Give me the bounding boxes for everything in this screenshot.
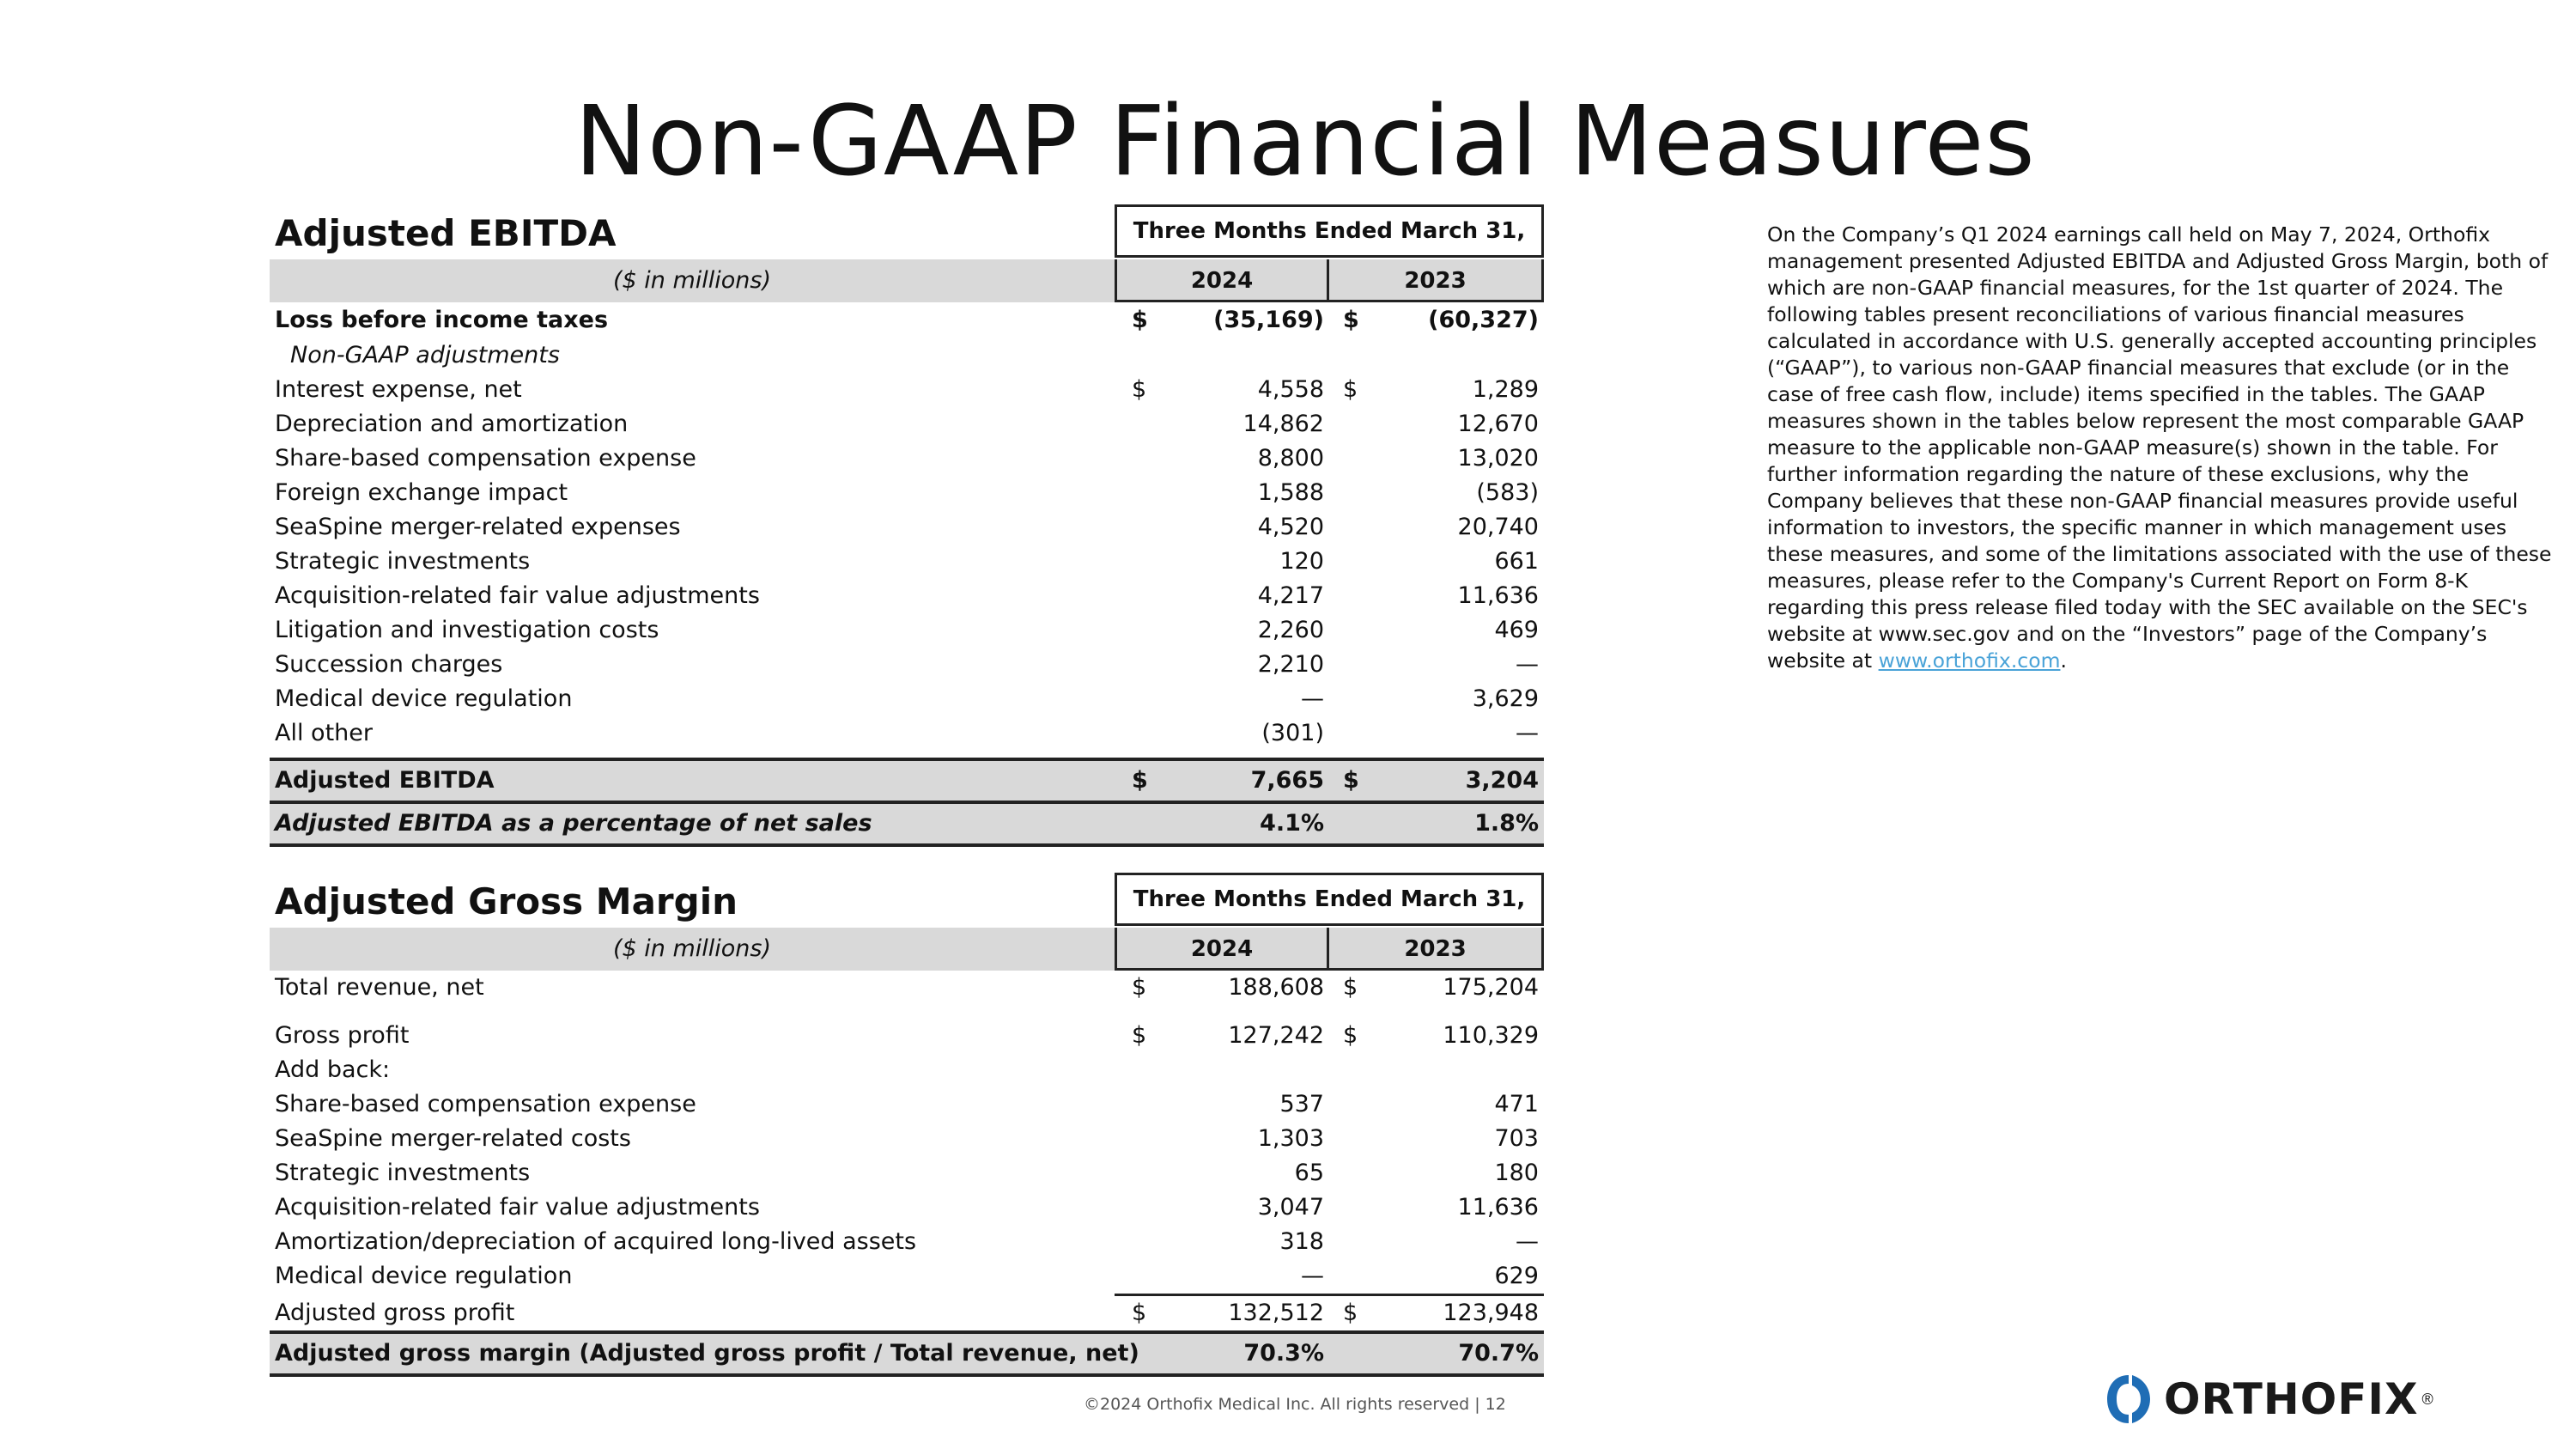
ebitda-row	[270, 302, 1544, 338]
revenue-dollar-2024: $	[1132, 974, 1147, 1001]
gross-row-value-2024: 1,303	[1257, 1125, 1324, 1152]
gross-row-label: Add back:	[275, 1056, 391, 1083]
ebitda-year-2024: 2024	[1115, 259, 1329, 302]
ebitda-row	[270, 613, 1544, 648]
orthofix-logo-wordmark: ORTHOFIX	[2164, 1374, 2419, 1424]
ebitda-row-label: Foreign exchange impact	[275, 479, 568, 506]
gross-row	[270, 1259, 1544, 1294]
gross-rows	[270, 1053, 1544, 1294]
ebitda-row-label: Share-based compensation expense	[275, 445, 696, 472]
gross-row	[270, 1190, 1544, 1225]
ebitda-row-value-2024: (35,169)	[1213, 307, 1324, 333]
gross-row-value-2023: 471	[1494, 1091, 1539, 1117]
ebitda-row-value-2024: 2,260	[1257, 617, 1324, 643]
ebitda-row-value-2023: 661	[1494, 548, 1539, 575]
ebitda-row-value-2023: —	[1516, 720, 1539, 746]
ebitda-row	[270, 648, 1544, 682]
ebitda-row-label: Medical device regulation	[275, 685, 573, 712]
gross-row-value-2024: 318	[1279, 1228, 1324, 1255]
ebitda-row-value-2023: 11,636	[1457, 582, 1539, 609]
orthofix-logo	[2104, 1369, 2433, 1429]
gross-row	[270, 1053, 1544, 1087]
ebitda-row	[270, 545, 1544, 579]
ebitda-row-dollar-2024: $	[1132, 307, 1148, 333]
ebitda-row	[270, 441, 1544, 476]
ebitda-row-value-2023: 1,289	[1472, 376, 1539, 403]
ebitda-row-value-2024: 1,588	[1257, 479, 1324, 506]
revenue-label: Total revenue, net	[275, 974, 484, 1001]
ebitda-row-dollar-2024: $	[1132, 376, 1147, 403]
ebitda-row-value-2024: 4,520	[1257, 514, 1324, 540]
ebitda-row-value-2023: —	[1516, 651, 1539, 678]
ebitda-row-value-2024: 120	[1279, 548, 1324, 575]
adjusted-gross-profit-2024: 132,512	[1228, 1300, 1324, 1326]
gross-revenue-row	[270, 971, 1544, 1005]
ebitda-total-label: Adjusted EBITDA	[275, 767, 495, 794]
adjusted-gross-profit-2023: 123,948	[1443, 1300, 1539, 1326]
gross-row-value-2023: 629	[1494, 1263, 1539, 1289]
ebitda-row-value-2024: 8,800	[1257, 445, 1324, 472]
ebitda-total-dollar-2023: $	[1343, 767, 1359, 794]
ebitda-total-2024: 7,665	[1250, 767, 1324, 794]
ebitda-row	[270, 407, 1544, 441]
gross-row-label: Acquisition-related fair value adjustments	[275, 1194, 760, 1221]
ebitda-period-header: Three Months Ended March 31,	[1115, 204, 1544, 258]
ebitda-row-label: Strategic investments	[275, 548, 531, 575]
ebitda-row	[270, 682, 1544, 716]
gross-row-value-2023: 11,636	[1457, 1194, 1539, 1221]
ebitda-total-row	[270, 758, 1544, 801]
ebitda-row-value-2024: 2,210	[1257, 651, 1324, 678]
ebitda-pct-label: Adjusted EBITDA as a percentage of net sales	[275, 810, 872, 837]
ebitda-row	[270, 373, 1544, 407]
ebitda-table-title: Adjusted EBITDA	[275, 212, 617, 254]
gross-row-label: Share-based compensation expense	[275, 1091, 696, 1117]
gross-row-value-2023: —	[1516, 1228, 1539, 1255]
footer-copyright: ©2024 Orthofix Medical Inc. All rights reserved | 12	[1084, 1395, 1506, 1414]
ebitda-year-2023: 2023	[1327, 259, 1544, 302]
ebitda-row-label: Litigation and investigation costs	[275, 617, 659, 643]
ebitda-row-dollar-2023: $	[1343, 376, 1358, 403]
adjusted-gross-profit-dollar-2024: $	[1132, 1300, 1147, 1326]
ebitda-row-value-2023: 13,020	[1457, 445, 1539, 472]
ebitda-rows	[270, 302, 1544, 751]
orthofix-website-link[interactable]: www.orthofix.com	[1878, 648, 2061, 673]
gross-profit-2024: 127,242	[1228, 1022, 1324, 1049]
orthofix-logo-icon	[2104, 1372, 2154, 1427]
ebitda-row-value-2024: (301)	[1261, 720, 1324, 746]
gross-profit-row	[270, 1019, 1544, 1053]
ebitda-row-label: Succession charges	[275, 651, 503, 678]
gross-row	[270, 1122, 1544, 1156]
adjusted-gross-profit-label: Adjusted gross profit	[275, 1300, 515, 1326]
slide-title: Non-GAAP Financial Measures	[574, 86, 2036, 198]
gross-row-label: Strategic investments	[275, 1160, 531, 1186]
ebitda-row	[270, 510, 1544, 545]
ebitda-row	[270, 476, 1544, 510]
ebitda-row-value-2024: 4,558	[1257, 376, 1324, 403]
adjusted-gross-margin-row	[270, 1330, 1544, 1377]
gross-table-title: Adjusted Gross Margin	[275, 880, 738, 922]
ebitda-pct-2024: 4.1%	[1260, 810, 1324, 837]
adjusted-ebitda-table	[270, 204, 1544, 847]
revenue-2023: 175,204	[1443, 974, 1539, 1001]
ebitda-row-value-2023: 3,629	[1472, 685, 1539, 712]
ebitda-unit-label: ($ in millions)	[612, 267, 772, 294]
gross-unit-label: ($ in millions)	[612, 935, 772, 962]
explanatory-text	[1767, 222, 2557, 674]
ebitda-pct-row	[270, 801, 1544, 847]
adjusted-gross-margin-label: Adjusted gross margin (Adjusted gross profit / Total revenue, net)	[275, 1340, 1139, 1367]
explanatory-paragraph: On the Company’s Q1 2024 earnings call held on May 7, 2024, Orthofix management presented Adjusted EBITDA and Adjusted Gross Margin, both of which are non-GAAP financial measures, for the 1st quarter of 2024. The following tables present reconciliations of various financial measures calculated in accordance with U.S. generally accepted accounting principles (“GAAP”), to various non-GAAP financial measures that exclude (or in the case of free cash flow, include) items specified in the tables. The GAAP measures shown in the tables below represent the most comparable GAAP measure to the applicable non-GAAP measure(s) shown in the table. For further information regarding the nature of these exclusions, why the Company believes that these non-GAAP financial measures provide useful information to investors, the specific manner in which management uses these measures, and some of the limitations associated with the use of these measures, please refer to the Company's Current Report on Form 8-K regarding this press release filed today with the SEC available on the SEC's website at www.sec.gov and on the “Investors” page of the Company’s website at	[1767, 222, 2552, 673]
gross-period-header: Three Months Ended March 31,	[1115, 873, 1544, 926]
gross-row-value-2024: —	[1301, 1263, 1324, 1289]
gross-row	[270, 1087, 1544, 1122]
ebitda-row-value-2024: 14,862	[1242, 411, 1324, 437]
ebitda-row-value-2024: —	[1301, 685, 1324, 712]
ebitda-row	[270, 579, 1544, 613]
ebitda-row-label: Acquisition-related fair value adjustments	[275, 582, 760, 609]
ebitda-total-dollar-2024: $	[1132, 767, 1148, 794]
ebitda-row-value-2023: 20,740	[1457, 514, 1539, 540]
gross-profit-2023: 110,329	[1443, 1022, 1539, 1049]
gross-year-2024: 2024	[1115, 928, 1329, 971]
explanatory-end: .	[2060, 648, 2067, 673]
ebitda-row-value-2023: (583)	[1476, 479, 1539, 506]
revenue-dollar-2023: $	[1343, 974, 1358, 1001]
ebitda-row-value-2024: 4,217	[1257, 582, 1324, 609]
ebitda-row-value-2023: 12,670	[1457, 411, 1539, 437]
gross-profit-dollar-2023: $	[1343, 1022, 1358, 1049]
adjusted-gross-margin-table	[270, 873, 1544, 1377]
gross-row-label: Amortization/depreciation of acquired long-lived assets	[275, 1228, 917, 1255]
adjusted-gross-margin-2024: 70.3%	[1243, 1340, 1324, 1367]
gross-profit-dollar-2024: $	[1132, 1022, 1147, 1049]
ebitda-row-value-2023: (60,327)	[1428, 307, 1539, 333]
gross-profit-label: Gross profit	[275, 1022, 410, 1049]
ebitda-row	[270, 338, 1544, 373]
ebitda-row-label: Loss before income taxes	[275, 307, 609, 333]
ebitda-pct-2023: 1.8%	[1474, 810, 1539, 837]
ebitda-row-label: All other	[275, 720, 373, 746]
gross-row-value-2023: 703	[1494, 1125, 1539, 1152]
gross-row	[270, 1225, 1544, 1259]
ebitda-row	[270, 716, 1544, 751]
ebitda-total-2023: 3,204	[1465, 767, 1539, 794]
gross-year-2023: 2023	[1327, 928, 1544, 971]
gross-row-label: SeaSpine merger-related costs	[275, 1125, 631, 1152]
gross-row-value-2024: 65	[1294, 1160, 1324, 1186]
ebitda-row-dollar-2023: $	[1343, 307, 1359, 333]
adjusted-gross-profit-row	[275, 1294, 1544, 1330]
adjusted-gross-margin-2023: 70.7%	[1458, 1340, 1539, 1367]
ebitda-row-label: Non-GAAP adjustments	[290, 342, 560, 368]
revenue-2024: 188,608	[1228, 974, 1324, 1001]
ebitda-row-label: Interest expense, net	[275, 376, 522, 403]
gross-row-label: Medical device regulation	[275, 1263, 573, 1289]
registered-mark: ®	[2421, 1390, 2433, 1408]
gross-row-value-2024: 537	[1279, 1091, 1324, 1117]
adjusted-gross-profit-dollar-2023: $	[1343, 1300, 1358, 1326]
gross-row-value-2023: 180	[1494, 1160, 1539, 1186]
ebitda-row-label: Depreciation and amortization	[275, 411, 629, 437]
gross-row	[270, 1156, 1544, 1190]
ebitda-row-label: SeaSpine merger-related expenses	[275, 514, 681, 540]
gross-row-value-2024: 3,047	[1257, 1194, 1324, 1221]
ebitda-row-value-2023: 469	[1494, 617, 1539, 643]
